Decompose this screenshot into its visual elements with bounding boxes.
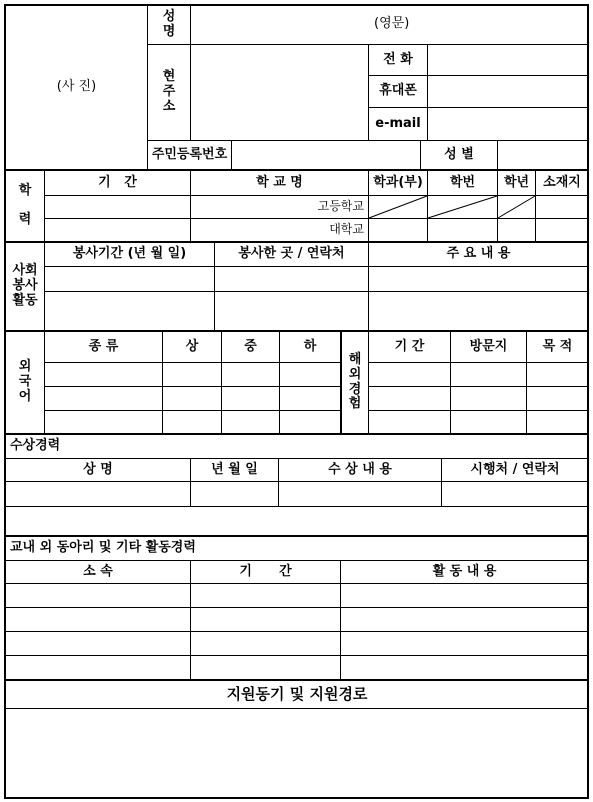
language-section-text: 외 국 어 xyxy=(18,359,32,404)
volunteer-content-header: 주 요 내 용 xyxy=(446,246,511,262)
award-name-header: 상 명 xyxy=(83,461,113,477)
high-school-label[interactable]: 고등학교 xyxy=(317,199,364,214)
volunteer-section-text: 사회 봉사 활동 xyxy=(12,263,38,308)
name-label xyxy=(148,5,190,44)
award-content-header: 수 상 내 용 xyxy=(328,461,392,477)
edu-period-header: 기 간 xyxy=(98,174,137,190)
motivation-title: 지원동기 및 지원경로 xyxy=(226,684,368,703)
edu-grade-header: 학년 xyxy=(503,174,530,190)
education-section-label xyxy=(6,171,44,241)
mobile-input[interactable] xyxy=(428,76,588,107)
club-period-header: 기 간 xyxy=(239,563,292,579)
award-date-header: 년 월 일 xyxy=(211,461,258,477)
name-label-text: 성 명 xyxy=(162,8,176,39)
language-low-header: 하 xyxy=(303,338,317,354)
address-label xyxy=(148,45,190,140)
language-mid-header: 중 xyxy=(244,338,257,354)
edu-department-header: 학과(부) xyxy=(373,174,423,190)
awards-section-label: 수상경력 xyxy=(10,438,61,454)
resident-no-label: 주민등록번호 xyxy=(151,146,228,162)
email-label: e-mail xyxy=(375,115,421,131)
university-label[interactable]: 대학교 xyxy=(329,222,364,237)
phone-input[interactable] xyxy=(428,45,588,75)
volunteer-period-header: 봉사기간 (년 월 일) xyxy=(72,246,187,262)
award-issuer-header: 시행처 / 연락처 xyxy=(470,461,560,477)
gender-label: 성 별 xyxy=(444,146,474,162)
club-affiliation-header: 소 속 xyxy=(83,563,113,579)
education-section-text: 학 력 xyxy=(18,182,32,228)
overseas-purpose-header: 목 적 xyxy=(542,338,573,354)
email-input[interactable] xyxy=(428,108,588,140)
clubs-section-label: 교내 외 동아리 및 기타 활동경력 xyxy=(10,540,196,556)
overseas-section-text: 해 외 경 험 xyxy=(348,351,362,412)
overseas-visited-header: 방문지 xyxy=(469,338,508,354)
photo-area[interactable]: (사 진) xyxy=(56,78,97,94)
volunteer-place-header: 봉사한 곳 / 연락처 xyxy=(238,246,345,262)
mobile-label: 휴대폰 xyxy=(379,83,417,99)
volunteer-section-label xyxy=(6,243,44,330)
name-input[interactable] xyxy=(191,5,368,44)
english-name-label[interactable]: (영문) xyxy=(374,16,410,32)
gender-input[interactable] xyxy=(498,141,588,169)
club-content-header: 활 동 내 용 xyxy=(432,563,497,579)
phone-label: 전 화 xyxy=(383,51,413,67)
edu-location-header: 소재지 xyxy=(543,174,581,190)
overseas-period-header: 기 간 xyxy=(394,338,425,354)
language-high-header: 상 xyxy=(185,338,199,354)
resident-no-input[interactable] xyxy=(232,141,420,169)
overseas-section-label xyxy=(342,332,368,433)
motivation-textarea[interactable] xyxy=(6,709,588,797)
edu-student-id-header: 학번 xyxy=(449,174,476,190)
language-kind-header: 종 류 xyxy=(88,338,119,354)
edu-school-header: 학 교 명 xyxy=(256,174,303,190)
address-label-text: 현 주 소 xyxy=(162,69,176,114)
language-section-label xyxy=(6,332,44,433)
address-input[interactable] xyxy=(191,45,368,140)
